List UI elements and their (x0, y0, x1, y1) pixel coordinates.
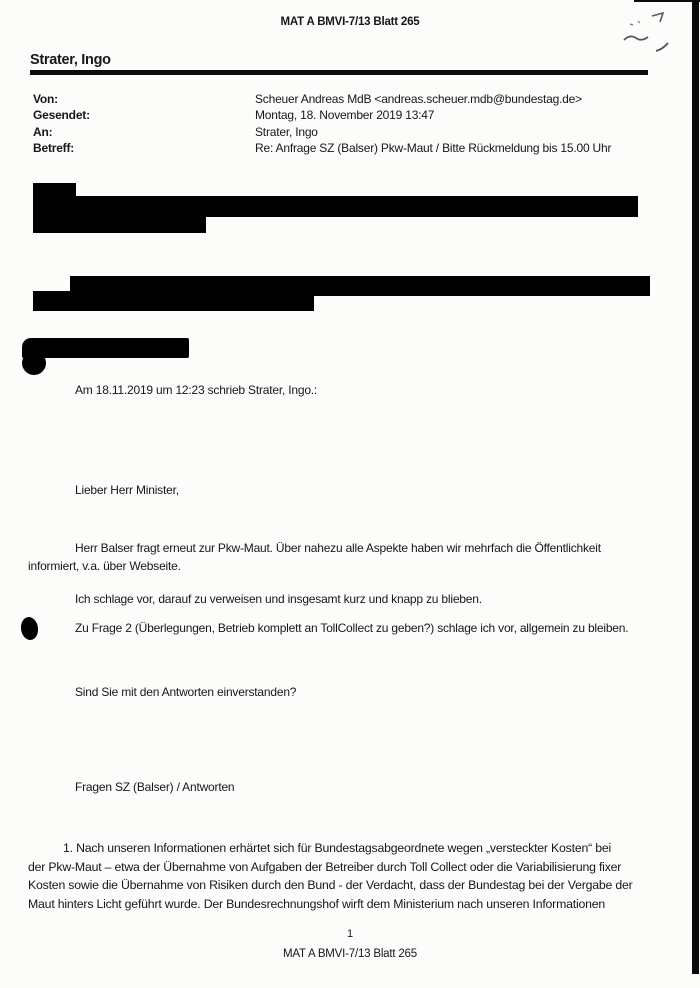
body-line: Sind Sie mit den Antworten einverstanden? (75, 685, 297, 699)
field-label-an: An: (33, 125, 53, 139)
redaction-blob (22, 351, 46, 375)
field-value-betreff: Re: Anfrage SZ (Balser) Pkw-Maut / Bitte Rückmeldung bis 15.00 Uhr (255, 141, 612, 155)
footer-stamp: MAT A BMVI-7/13 Blatt 265 (283, 948, 417, 960)
header-stamp: MAT A BMVI-7/13 Blatt 265 (280, 16, 420, 28)
field-label-gesendet: Gesendet: (33, 108, 90, 122)
scan-edge-top-line (634, 0, 700, 2)
redaction-bar (22, 338, 189, 358)
header-rule (30, 70, 648, 75)
body-line: Zu Frage 2 (Überlegungen, Betrieb komplett an TollCollect zu geben?) schlage ich vor, allgemein zu bleiben. (75, 621, 629, 635)
handwriting-mark (616, 8, 678, 54)
answer-line: der Pkw-Maut – etwa der Übernahme von Aufgaben der Betreiber durch Toll Collect oder die Variabilisierung fixer (28, 860, 622, 874)
hole-punch-mark (19, 616, 39, 641)
body-line: Herr Balser fragt erneut zur Pkw-Maut. Über nahezu alle Aspekte haben wir mehrfach die Öffentlichkeit (75, 541, 601, 555)
salutation: Lieber Herr Minister, (75, 483, 179, 497)
field-value-an: Strater, Ingo (255, 125, 318, 139)
redaction-bar (33, 291, 314, 311)
section-heading: Fragen SZ (Balser) / Antworten (75, 780, 235, 794)
quoted-reply-header: Am 18.11.2019 um 12:23 schrieb Strater, Ingo.: (75, 383, 318, 397)
scan-edge-right-line (692, 0, 699, 974)
answer-line: 1. Nach unseren Informationen erhärtet sich für Bundestagsabgeordnete wegen „versteckter Kosten“ bei (63, 841, 612, 855)
field-value-von: Scheuer Andreas MdB <andreas.scheuer.mdb@bundestag.de> (255, 92, 582, 106)
field-label-betreff: Betreff: (33, 141, 75, 155)
body-line: informiert, v.a. über Webseite. (28, 559, 181, 573)
answer-line: Kosten sowie die Übernahme von Risiken durch den Bund - der Verdacht, dass der Bundestag bei der Vergabe der (28, 878, 633, 892)
answer-line: Maut hinters Licht geführt wurde. Der Bundesrechnungshof wirft dem Ministerium nach unseren Informationen (28, 897, 606, 911)
field-value-gesendet: Montag, 18. November 2019 13:47 (255, 108, 435, 122)
recipient-title: Strater, Ingo (30, 52, 111, 68)
body-line: Ich schlage vor, darauf zu verweisen und insgesamt kurz und knapp zu blieben. (75, 592, 482, 606)
redaction-bar (33, 214, 206, 233)
footer-page-number: 1 (347, 928, 353, 940)
field-label-von: Von: (33, 92, 58, 106)
